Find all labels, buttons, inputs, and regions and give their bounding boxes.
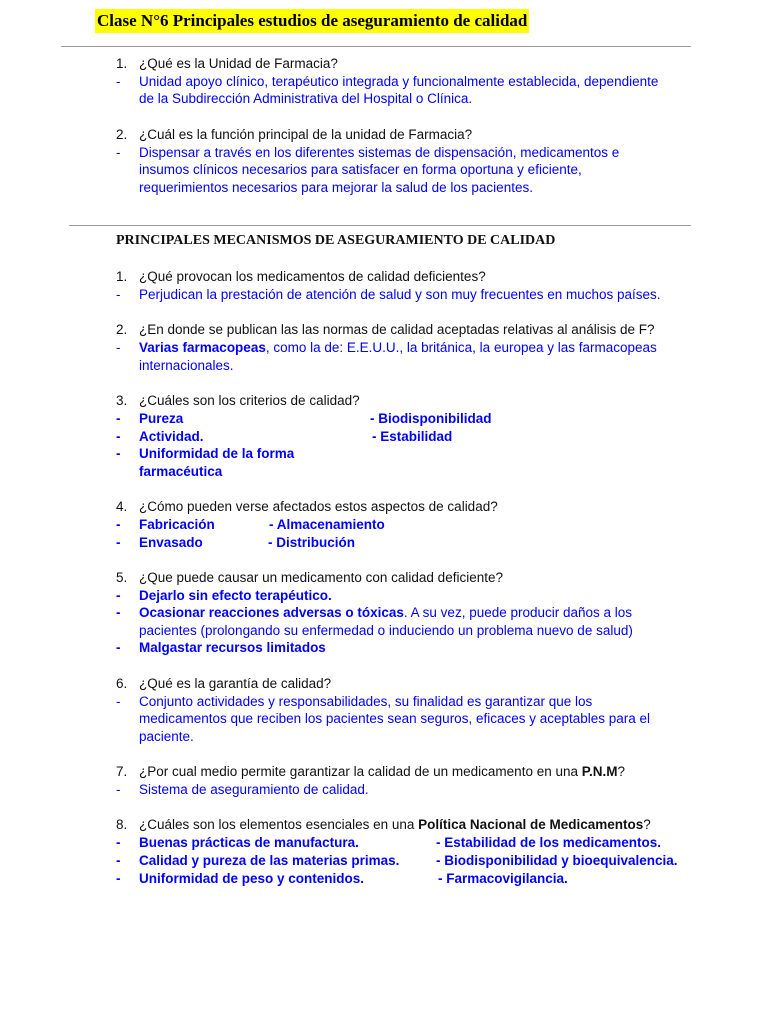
bullet-dash: - xyxy=(116,145,121,160)
bullet-dash: - xyxy=(116,411,121,426)
bullet-dash: - xyxy=(116,782,121,797)
question-number: 1. xyxy=(116,269,128,284)
bullet-dash: - xyxy=(116,429,121,444)
document-title: Clase N°6 Principales estudios de aseguramiento de calidad xyxy=(95,9,529,33)
question-number: 7. xyxy=(116,764,128,779)
answer-text: , como la de: E.E.U.U., la británica, la europea y las farmacopeas xyxy=(265,340,657,355)
criterion: farmacéutica xyxy=(139,464,223,479)
question-number: 2. xyxy=(116,127,128,142)
question-1 xyxy=(116,268,486,286)
answer-line xyxy=(139,339,657,357)
answer-emphasis: Varias farmacopeas xyxy=(139,340,266,355)
bullet-dash: - xyxy=(116,535,121,550)
question-4 xyxy=(116,498,498,516)
element-item: - Biodisponibilidad y bioequivalencia. xyxy=(436,853,678,868)
answer-line: Unidad apoyo clínico, terapéutico integrada y funcionalmente establecida, dependiente xyxy=(139,74,659,89)
question-5 xyxy=(116,569,503,587)
answer-emphasis: Ocasionar reacciones adversas o tóxicas xyxy=(139,605,404,620)
question-text: ¿Por cual medio permite garantizar la calidad de un medicamento en una xyxy=(139,764,582,779)
answer-line: Perjudican la prestación de atención de salud y son muy frecuentes en muchos países. xyxy=(139,287,661,302)
question-2 xyxy=(116,321,655,339)
question-number: 8. xyxy=(116,817,128,832)
bullet-dash: - xyxy=(116,446,121,461)
question-number: 1. xyxy=(116,56,128,71)
bullet-dash: - xyxy=(116,605,121,620)
question-text: ¿Qué provocan los medicamentos de calidad deficientes? xyxy=(139,269,486,284)
section-title: PRINCIPALES MECANISMOS DE ASEGURAMIENTO DE CALIDAD xyxy=(116,233,556,248)
aspect-item: Envasado xyxy=(139,535,203,550)
answer-line: Dispensar a través en los diferentes sistemas de dispensación, medicamentos e xyxy=(139,145,620,160)
question-number: 5. xyxy=(116,570,128,585)
bullet-dash: - xyxy=(116,287,121,302)
answer-line: pacientes (prolongando su enfermedad o induciendo un problema nuevo de salud) xyxy=(139,623,633,638)
bullet-dash: - xyxy=(116,340,121,355)
question-number: 4. xyxy=(116,499,128,514)
question-1 xyxy=(116,55,338,73)
criterion: Actividad. xyxy=(139,429,204,444)
answer-line: paciente. xyxy=(139,729,194,744)
bullet-dash: - xyxy=(116,74,121,89)
aspect-item: - Distribución xyxy=(268,535,355,550)
question-number: 2. xyxy=(116,322,128,337)
element-item: - Farmacovigilancia. xyxy=(438,871,568,886)
bullet-dash: - xyxy=(116,588,121,603)
answer-line: insumos clínicos necesarios para satisfacer en forma oportuna y eficiente, xyxy=(139,162,582,177)
question-number: 3. xyxy=(116,393,128,408)
element-item: Buenas prácticas de manufactura. xyxy=(139,835,359,850)
answer-line: medicamentos que reciben los pacientes sean seguros, eficaces y aceptables para el xyxy=(139,711,651,726)
bullet-dash: - xyxy=(116,835,121,850)
question-text: ¿Cuál es la función principal de la unidad de Farmacia? xyxy=(139,127,473,142)
bullet-dash: - xyxy=(116,694,121,709)
criterion: Pureza xyxy=(139,411,184,426)
question-3 xyxy=(116,392,360,410)
question-text: ¿Que puede causar un medicamento con calidad deficiente? xyxy=(139,570,503,585)
top-divider xyxy=(61,46,691,47)
answer-line: Conjunto actividades y responsabilidades, su finalidad es garantizar que los xyxy=(139,694,593,709)
answer-line: Malgastar recursos limitados xyxy=(139,640,326,655)
answer-line: Dejarlo sin efecto terapéutico. xyxy=(139,588,332,603)
section-divider xyxy=(69,225,691,226)
bullet-dash: - xyxy=(116,640,121,655)
question-2 xyxy=(116,126,472,144)
answer-text: . A su vez, puede producir daños a los xyxy=(403,605,633,620)
question-text: ¿En donde se publican las las normas de calidad aceptadas relativas al análisis de F? xyxy=(139,322,655,337)
element-item: Uniformidad de peso y contenidos. xyxy=(139,871,365,886)
element-item: Calidad y pureza de las materias primas. xyxy=(139,853,400,868)
question-text: ¿Cuáles son los elementos esenciales en una xyxy=(139,817,419,832)
question-text-end: ? xyxy=(617,764,626,779)
question-emphasis: Política Nacional de Medicamentos xyxy=(418,817,644,832)
answer-line: internacionales. xyxy=(139,358,234,373)
element-item: - Estabilidad de los medicamentos. xyxy=(436,835,662,850)
answer-line: requerimientos necesarios para mejorar la salud de los pacientes. xyxy=(139,180,533,195)
question-text: ¿Cuáles son los criterios de calidad? xyxy=(139,393,360,408)
question-text: ¿Cómo pueden verse afectados estos aspectos de calidad? xyxy=(139,499,498,514)
question-text: ¿Qué es la garantía de calidad? xyxy=(139,676,332,691)
bullet-dash: - xyxy=(116,853,121,868)
answer-line xyxy=(139,604,632,622)
aspect-item: - Almacenamiento xyxy=(269,517,385,532)
question-number: 6. xyxy=(116,676,128,691)
answer-line: Sistema de aseguramiento de calidad. xyxy=(139,782,369,797)
question-emphasis: P.N.M xyxy=(581,764,618,779)
criterion: - Biodisponibilidad xyxy=(370,411,492,426)
aspect-item: Fabricación xyxy=(139,517,215,532)
answer-line: de la Subdirección Administrativa del Hospital o Clínica. xyxy=(139,91,473,106)
criterion: - Estabilidad xyxy=(372,429,453,444)
question-8 xyxy=(116,816,651,834)
question-7 xyxy=(116,763,625,781)
bullet-dash: - xyxy=(116,517,121,532)
bullet-dash: - xyxy=(116,871,121,886)
question-6 xyxy=(116,675,331,693)
criterion: Uniformidad de la forma xyxy=(139,446,295,461)
question-text-end: ? xyxy=(643,817,651,832)
question-text: ¿Qué es la Unidad de Farmacia? xyxy=(139,56,338,71)
